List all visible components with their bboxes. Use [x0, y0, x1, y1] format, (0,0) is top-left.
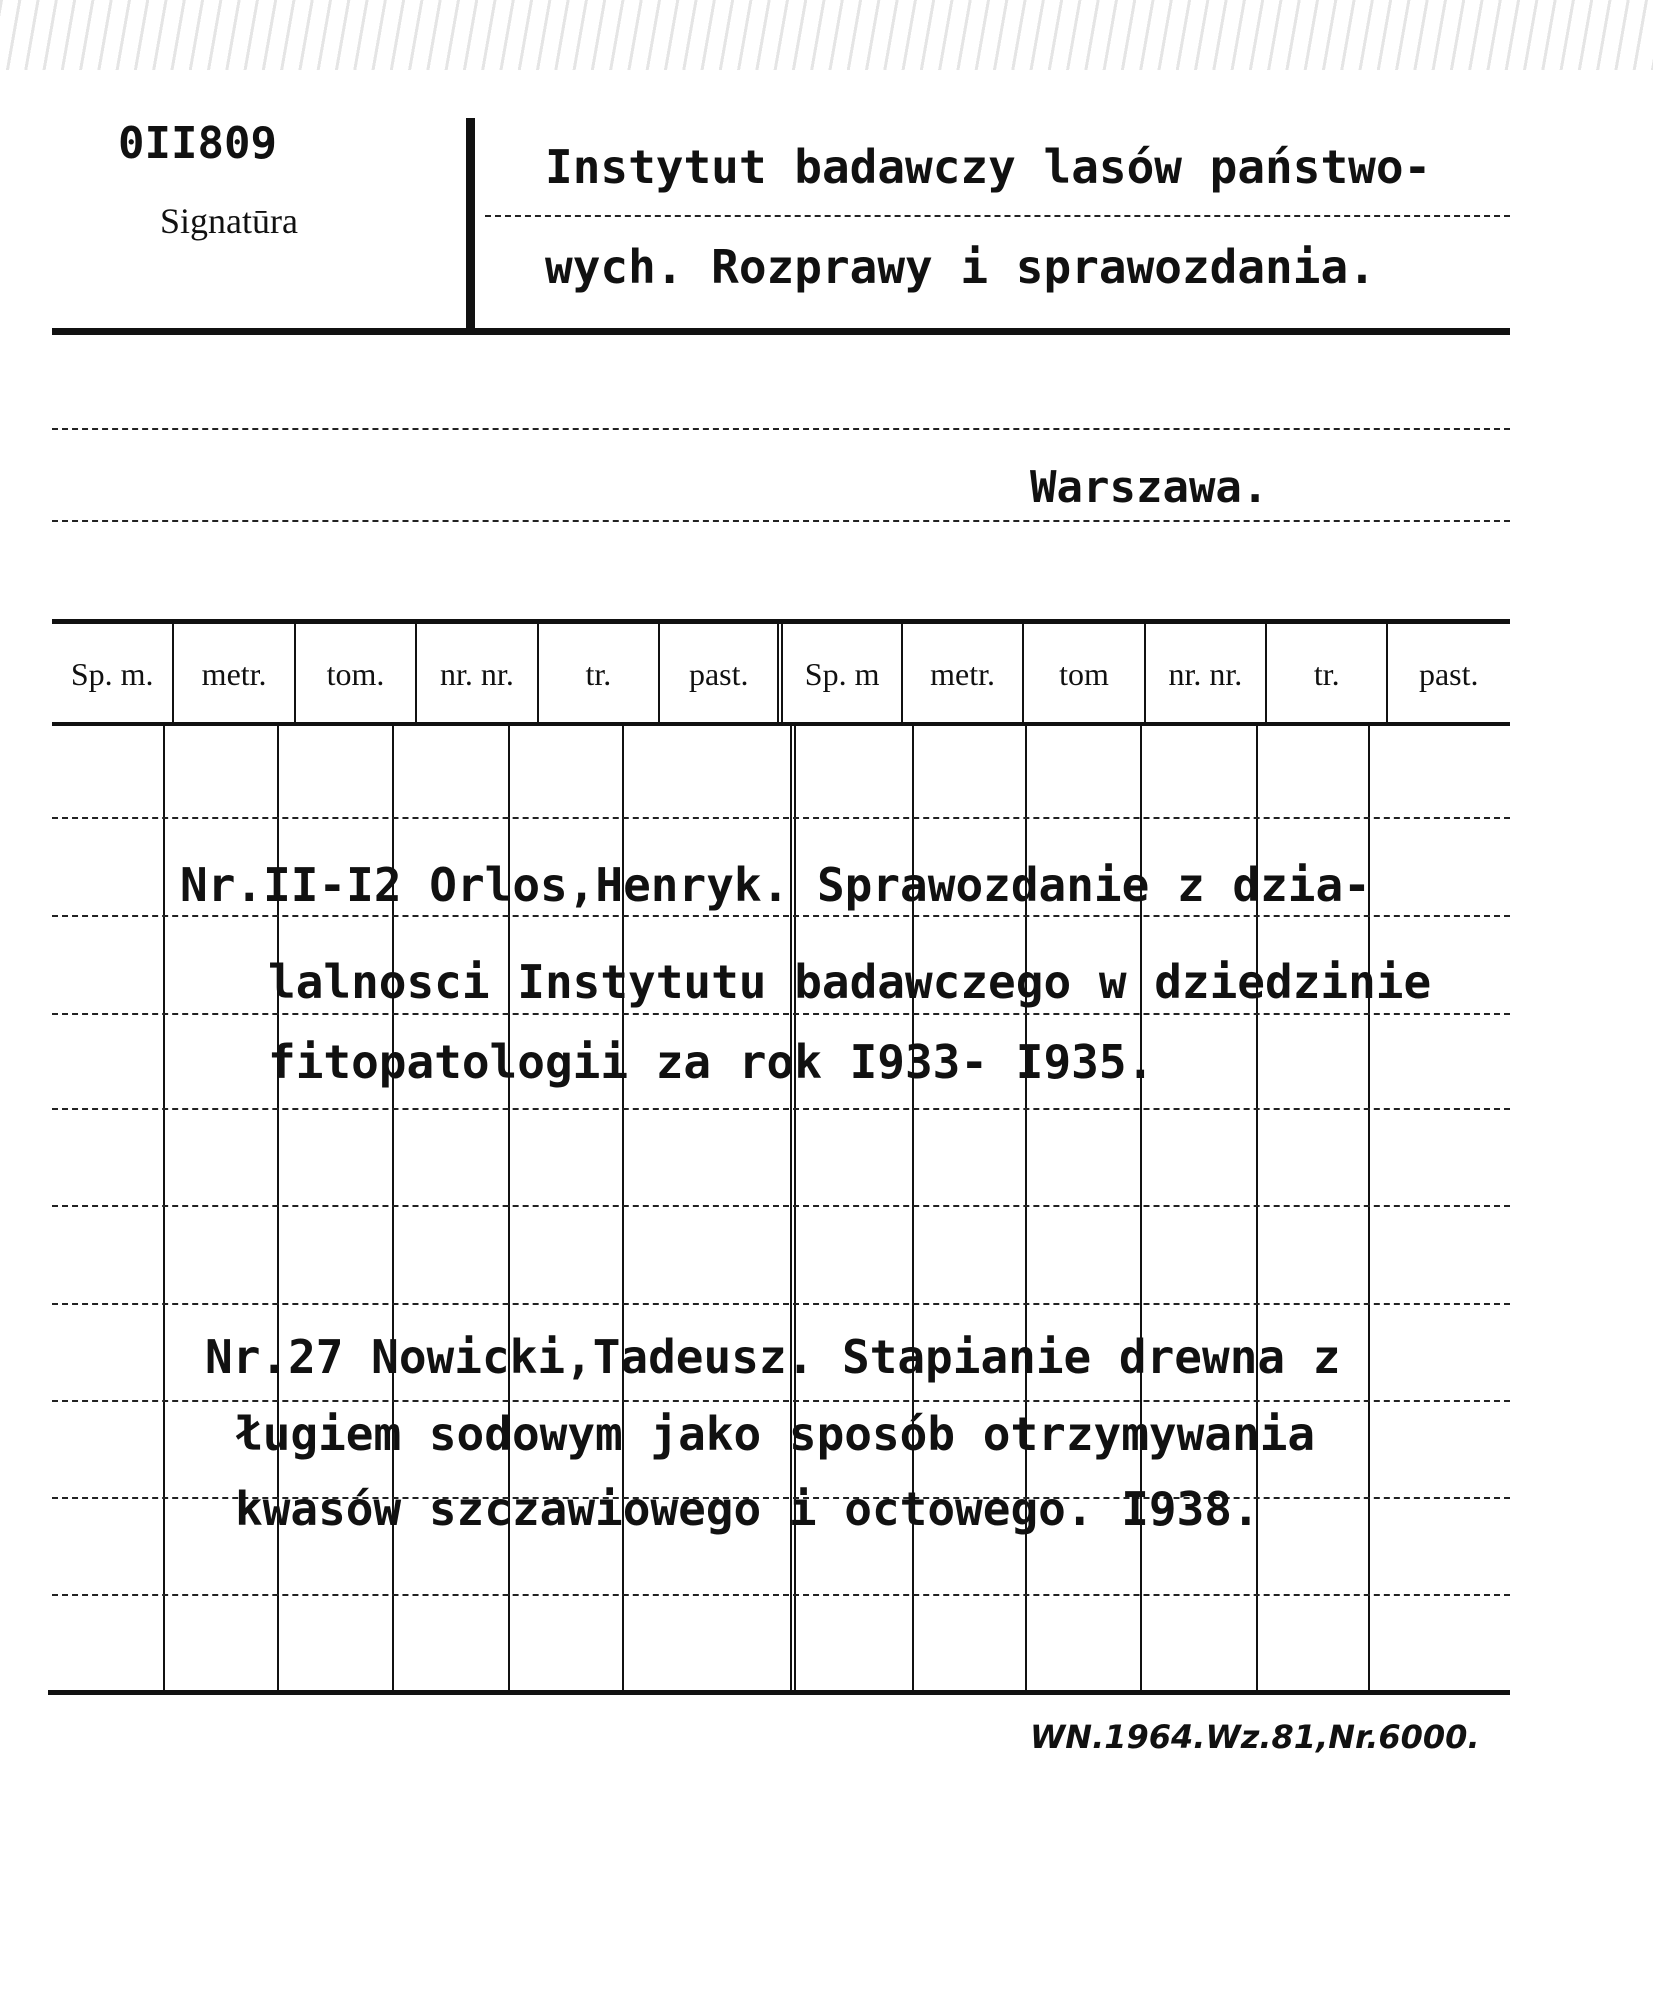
row-rule	[52, 1303, 1510, 1305]
col-header: tom	[1023, 623, 1144, 725]
row-rule	[52, 915, 1510, 917]
header-divider	[466, 118, 475, 328]
title-line-2: wych. Rozprawy i sprawozdania.	[545, 240, 1376, 294]
header-rule	[52, 328, 1510, 335]
col-header: past.	[1418, 655, 1479, 692]
col-header: Sp. m	[780, 623, 901, 725]
row-rule	[52, 1594, 1510, 1596]
column-line	[163, 725, 165, 1691]
row-rule	[52, 817, 1510, 819]
row-rule	[52, 1108, 1510, 1110]
row-rule	[52, 1013, 1510, 1015]
row-rule	[52, 1205, 1510, 1207]
table-header-row	[52, 623, 1509, 725]
entry-2-line-3: kwasów szczawiowego i octowego. I938.	[235, 1482, 1260, 1536]
footer-note: WN.1964.Wz.81,Nr.6000.	[1030, 1718, 1480, 1756]
holdings-table	[52, 623, 1509, 725]
entry-2-line-2: ługiem sodowym jako sposób otrzymywania	[235, 1407, 1316, 1461]
col-header: metr.	[173, 623, 294, 725]
col-header: metr.	[902, 623, 1023, 725]
table-bottom-rule	[48, 1690, 1510, 1695]
entry-1-line-2: lalnosci Instytutu badawczego w dziedzinie	[268, 955, 1432, 1009]
title-line-1: Instytut badawczy lasów państwo-	[545, 140, 1432, 194]
entry-1-line-3: fitopatologii za rok I933- I935.	[268, 1035, 1155, 1089]
col-header: nr. nr.	[416, 623, 537, 725]
table-header-rule	[52, 722, 1510, 726]
title-rule	[485, 215, 1510, 217]
col-header: nr. nr.	[1145, 623, 1266, 725]
col-header: past.	[659, 623, 780, 725]
rule-2	[52, 520, 1510, 522]
col-header: tr.	[1266, 623, 1387, 725]
entry-2-line-1: Nr.27 Nowicki,Tadeusz. Stapianie drewna z	[205, 1330, 1341, 1384]
rule-1	[52, 428, 1510, 430]
scan-noise	[0, 0, 1653, 70]
signature-label: Signatūra	[160, 201, 298, 241]
signature-number: 0II809	[118, 118, 277, 169]
row-rule	[52, 1400, 1510, 1402]
entry-1-line-1: Nr.II-I2 Orlos,Henryk. Sprawozdanie z dzia-	[180, 858, 1371, 912]
col-header: tom.	[295, 623, 416, 725]
place-of-publication: Warszawa.	[1030, 462, 1269, 513]
col-header: tr.	[538, 623, 659, 725]
col-header: Sp. m.	[52, 623, 173, 725]
